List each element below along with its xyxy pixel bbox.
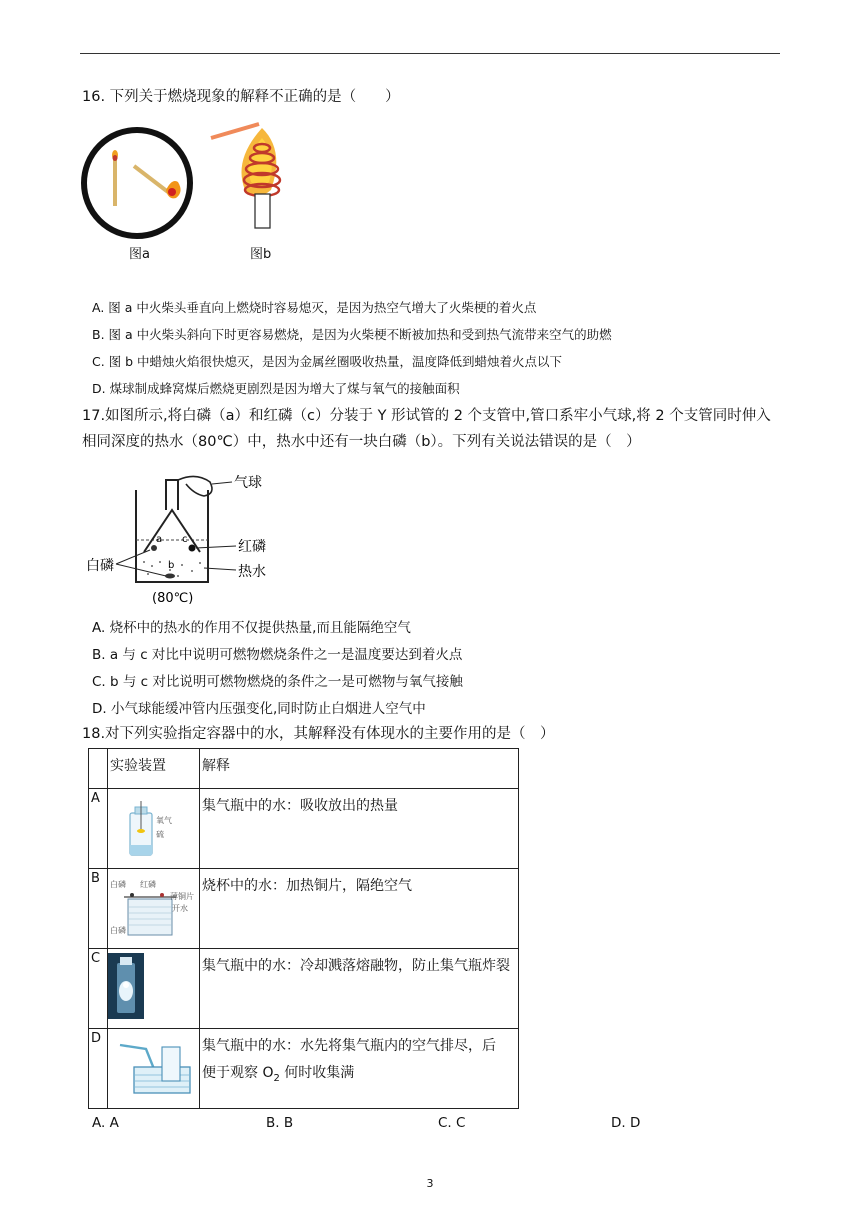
header-cell-explanation: 解释 [200,749,519,789]
q17-stem-line1: 17.如图所示,将白磷（a）和红磷（c）分装于 Y 形试管的 2 个支管中,管口系牢小气球,将 2 个支管同时伸入 [82,408,771,424]
q17-option-b: B. a 与 c 对比中说明可燃物燃烧条件之一是温度要达到着火点 [92,647,463,663]
label-hot-water: 热水 [238,564,266,580]
row-d-subscript: 2 [273,1072,280,1084]
figure-a-match-circle [80,130,200,240]
row-a-explanation: 集气瓶中的水：吸收放出的热量 [200,789,519,869]
row-d-text-line2-end: 何时收集满 [279,1065,355,1081]
table-row [89,869,519,949]
row-c-explanation: 集气瓶中的水：冷却溅落熔融物，防止集气瓶炸裂 [200,949,519,1029]
table-row [89,949,519,1029]
row-letter: B [89,869,108,949]
row-letter: A [89,789,108,869]
row-letter: D [89,1029,108,1109]
header-cell-apparatus: 实验装置 [108,749,200,789]
q18-stem: 18.对下列实验指定容器中的水，其解释没有体现水的主要作用的是（ ） [82,726,555,742]
table-row [89,1029,519,1109]
q17-apparatus-figure [86,470,286,610]
header-cell-empty [89,749,108,789]
q18-answer-d: D. D [611,1115,641,1131]
label-white-p-2: 白磷 [110,926,126,935]
iron-burning-photo [108,953,148,1019]
row-c-image [108,949,200,1029]
row-d-text-line1: 集气瓶中的水：水先将集气瓶内的空气排尽，后 [202,1038,496,1054]
q16-option-a: A. 图 a 中火柴头垂直向上燃烧时容易熄灭，是因为热空气增大了火柴梗的着火点 [92,300,537,315]
row-d-text-line2: 便于观察 O [202,1065,274,1081]
row-d-image [108,1029,200,1109]
figure-b-caption: 图b [250,247,272,262]
table-header-row [89,749,519,789]
q18-answer-b: B. B [266,1115,294,1131]
row-a-image [108,789,200,869]
q16-option-c: C. 图 b 中蜡烛火焰很快熄灭，是因为金属丝圈吸收热量，温度降低到蜡烛着火点以下 [92,354,563,369]
q18-answer-c: C. C [438,1115,466,1131]
label-red-phosphorus: 红磷 [238,539,266,555]
q17-stem-line2: 相同深度的热水（80℃）中，热水中还有一块白磷（b）。下列有关说法错误的是（ ） [82,434,641,450]
q16-stem: 16. 下列关于燃烧现象的解释不正确的是（ ） [82,89,400,105]
page-number: 3 [426,1177,434,1190]
label-b: b [168,560,175,571]
q16-option-d: D. 煤球制成蜂窝煤后燃烧更剧烈是因为增大了煤与氧气的接触面积 [92,381,460,396]
label-oxygen: 氧气 [156,816,172,825]
row-d-explanation [200,1029,519,1109]
label-a: a [156,534,163,545]
q17-option-c: C. b 与 c 对比说明可燃物燃烧的条件之一是可燃物与氧气接触 [92,674,463,690]
table-row [89,789,519,869]
water-displacement-illustration [118,1039,194,1099]
q17-option-a: A. 烧杯中的热水的作用不仅提供热量,而且能隔绝空气 [92,620,411,636]
label-sulfur: 硫 [156,830,164,839]
phosphorus-copper-plate-illustration [110,875,196,945]
sulfur-in-oxygen-illustration [126,799,186,859]
label-boiling-water: 开水 [172,904,188,913]
row-b-image [108,869,200,949]
label-white-p: 白磷 [110,880,126,889]
q18-table [88,748,519,1109]
label-white-phosphorus: 白磷 [86,558,114,574]
label-balloon: 气球 [234,475,262,491]
figure-b-candle-coil [207,120,297,232]
label-copper: 薄铜片 [170,892,194,901]
q17-option-d: D. 小气球能缓冲管内压强变化,同时防止白烟进人空气中 [92,701,426,717]
label-temperature: (80℃) [152,591,194,606]
label-red-p: 红磷 [140,880,156,889]
label-c: c [182,534,188,545]
figure-a-caption: 图a [129,247,150,262]
q16-option-b: B. 图 a 中火柴头斜向下时更容易燃烧，是因为火柴梗不断被加热和受到热气流带来空气的助燃 [92,327,612,342]
q18-answer-a: A. A [92,1115,119,1131]
row-letter: C [89,949,108,1029]
row-b-explanation: 烧杯中的水：加热铜片，隔绝空气 [200,869,519,949]
header-rule [80,53,780,54]
